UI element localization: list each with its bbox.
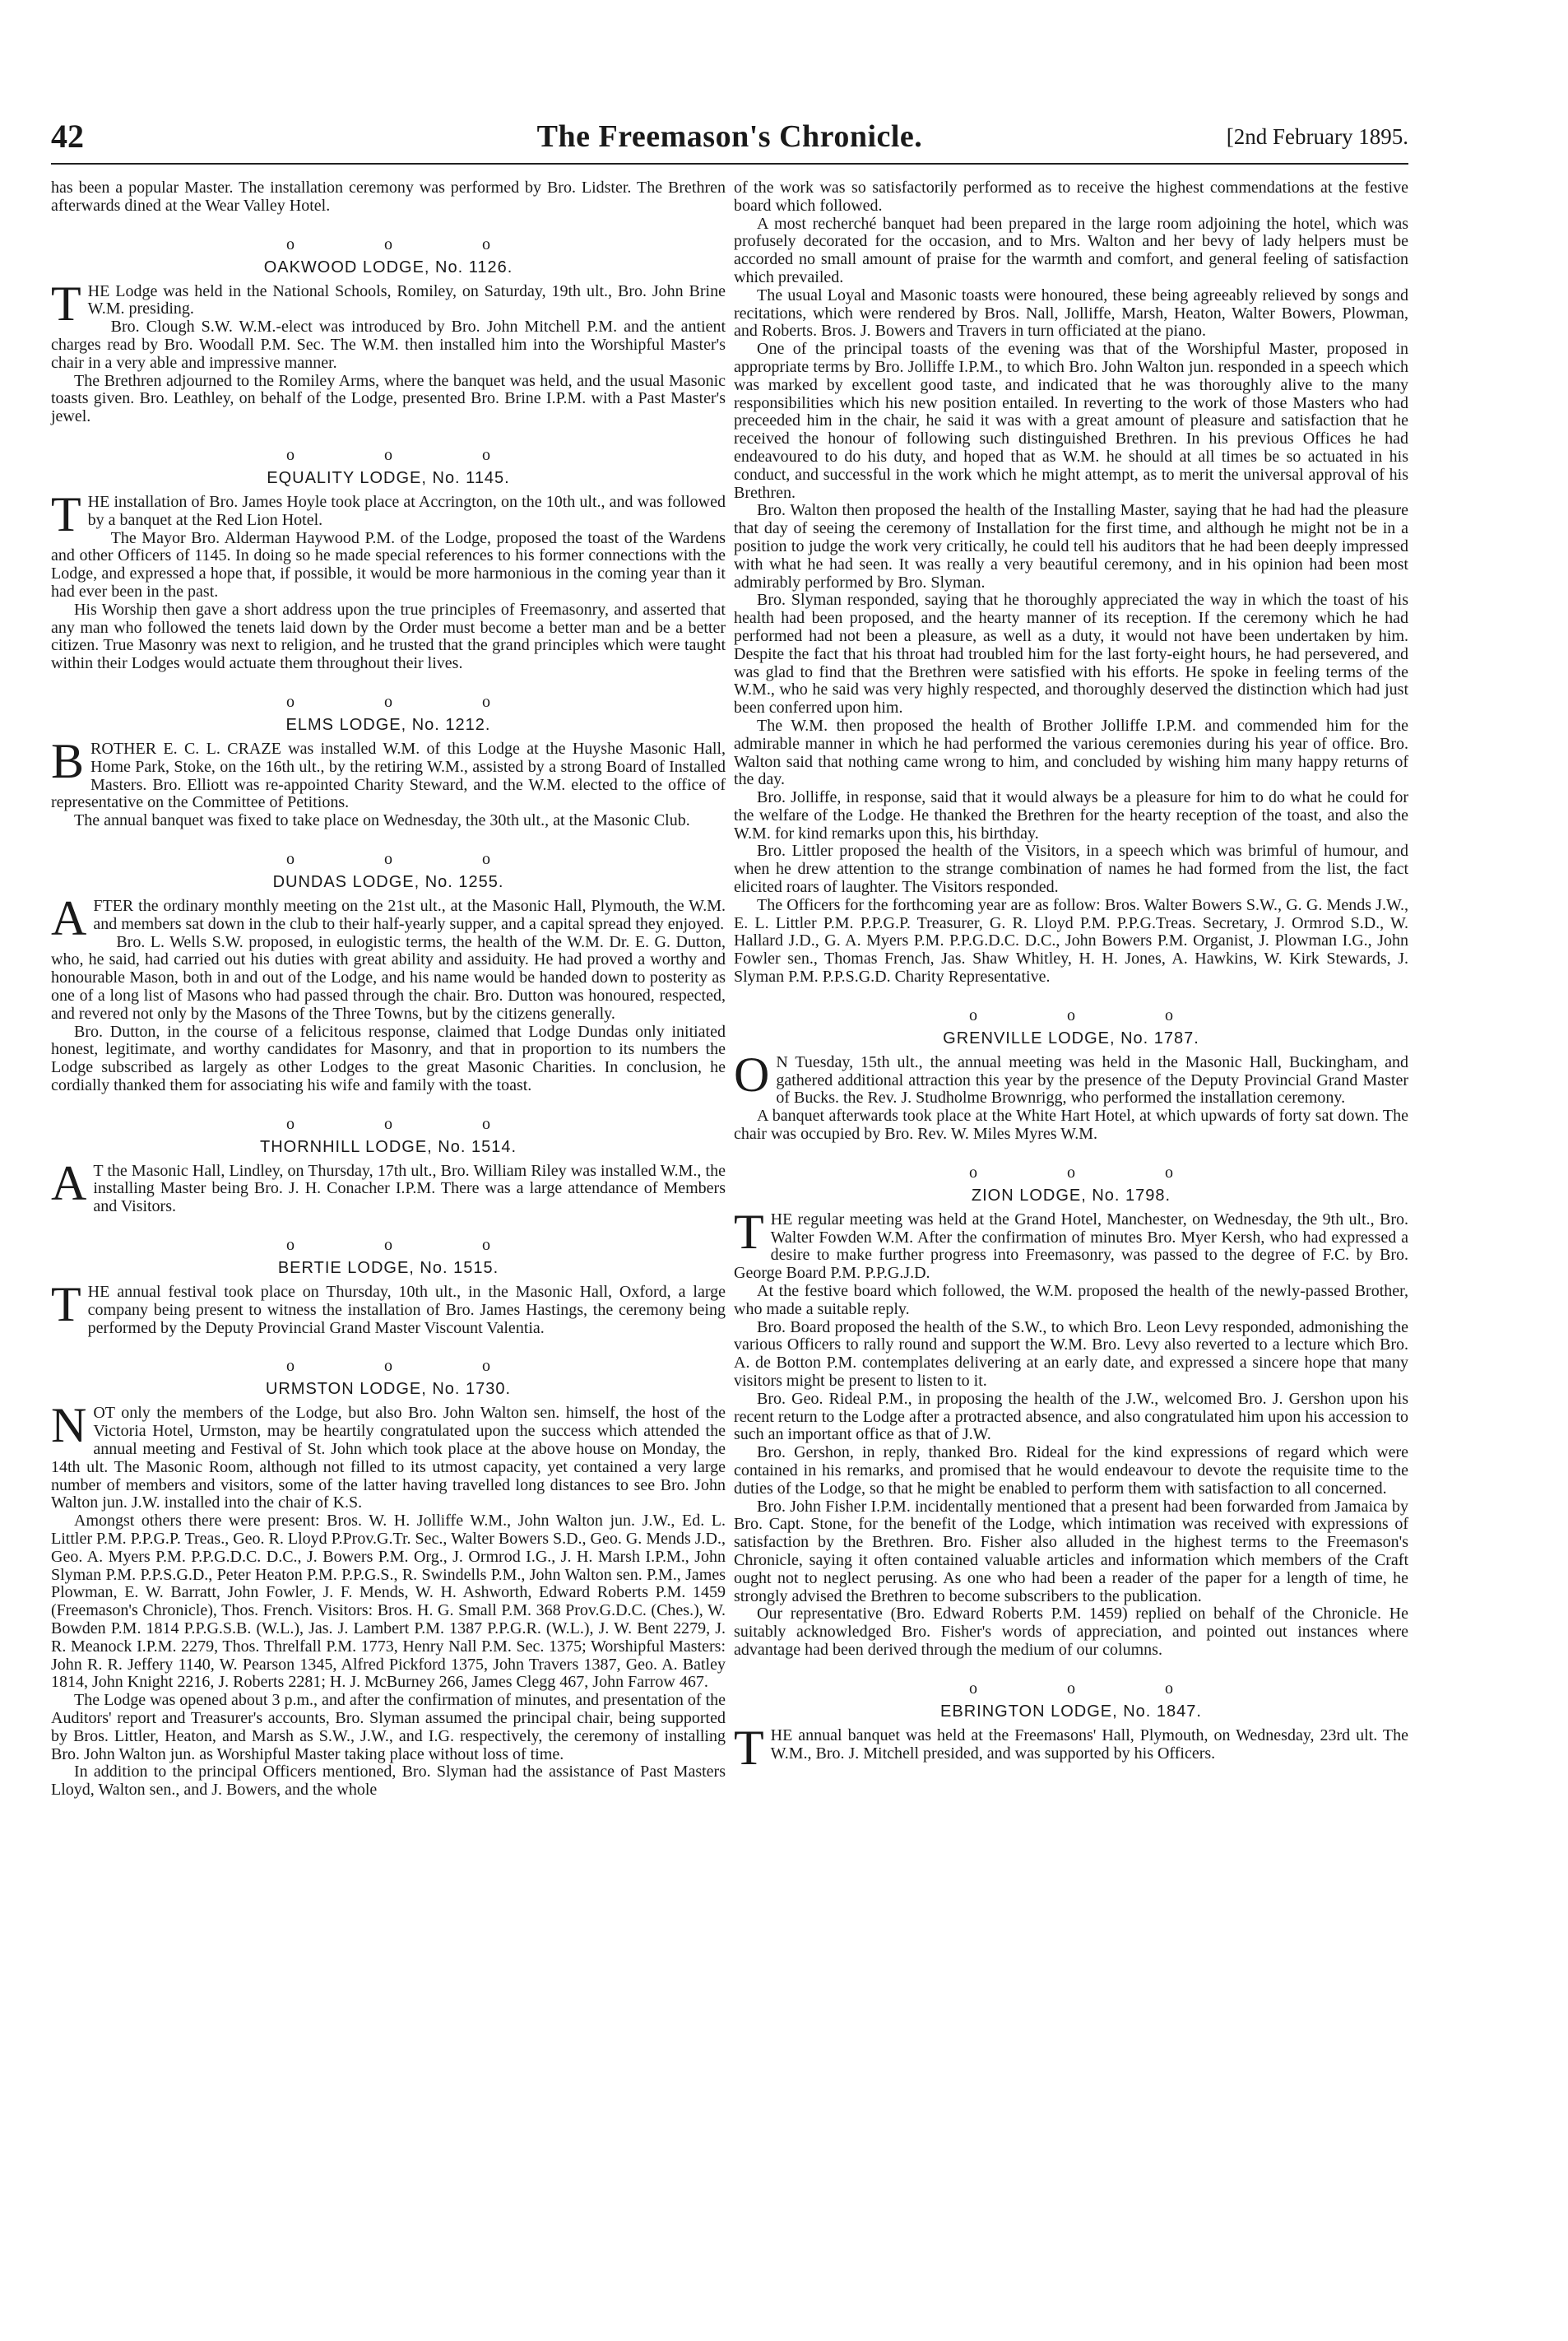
section-ornament: o o o: [286, 849, 533, 868]
article-ebrington-p1: THE annual banquet was held at the Freemasons' Hall, Plymouth, on Wednesday, 23rd ult. The W.M., Bro. J. Mitchell presided, and was supported by his Officers.: [734, 1720, 1408, 1775]
drop-cap: B: [51, 733, 85, 788]
article-urmston-cont-p5: Bro. Walton then proposed the health of the Installing Master, saying that he had had the pleasure that day of seeing the ceremony of Installation for the first time, and although he might not be in a position to judge the work very critically, he could tell his auditors that he had been deeply impressed with what he had seen. It was really a very beautiful ceremony, and in his opinion had been most admirably performed by Bro. Slyman.: [734, 501, 1408, 592]
heading-grenville-lodge: GRENVILLE LODGE, No. 1787.: [943, 1029, 1199, 1047]
article-equality-p2: The Mayor Bro. Alderman Haywood P.M. of the Lodge, proposed the toast of the Wardens and other Officers of 1145. In doing so he made special references to his former connections with the Lodge, and expressed a hope that, if possible, it would be more harmonious in the coming year than it had ever been in the past.: [51, 528, 726, 601]
article-dundas-p2: Bro. L. Wells S.W. proposed, in eulogistic terms, the health of the W.M. Dr. E. G. Dutton, who, he said, had carried out his duties with great ability and assiduity. He had proved a worthy and honourable Mason, both in and out of the Lodge, and his name would be handed down to posterity as one of a long list of Masons who had passed through the chair. Bro. Dutton was honoured, respected, and revered not only by the Masons of the Three Towns, but by the citizens generally.: [51, 932, 726, 1023]
drop-cap: N: [51, 1398, 87, 1453]
heading-oakwood-lodge: OAKWOOD LODGE, No. 1126.: [263, 258, 513, 276]
drop-cap: A: [51, 1155, 87, 1210]
left-column: [51, 179, 726, 1800]
article-urmston-cont-p10: The Officers for the forthcoming year are as follow: Bros. Walter Bowers S.W., G. G. Mends J.W., E. L. Littler P.M. P.P.G.P. Treasurer, G. R. Lloyd P.M. P.P.G.Treas. Secretary, J. Ormrod S.D., W. Hallard J.D., G. A. Myers P.M. P.P.G.D.C. D.C., John Bowers P.M. Organist, J. Plowman I.G., John Fowler sen., Thomas French, Jas. Shaw Whitley, H. H. Jones, A. Hawkins, W. Kirk Stewards, J. Slyman P.M. P.P.S.G.D. Charity Representative.: [734, 895, 1408, 987]
article-grenville-p1: O N Tuesday, 15th ult., the annual meeting was held in the Masonic Hall, Buckingham, and gathered additional attraction this year by the presence of the Deputy Provincial Grand Master of Bucks. the Rev. J. Studholme Brownrigg, who performed the installation ceremony.: [734, 1047, 1408, 1108]
masthead: [51, 115, 1408, 158]
article-urmston-cont-p2: A most recherché banquet had been prepared in the large room adjoining the hotel, which was profusely decorated for the occasion, and to Mrs. Walton and her bevy of lady helpers must be accorded no small amount of praise for the warmth and comfort, and general feeling of satisfaction which prevailed.: [734, 214, 1408, 286]
issue-date: [2nd February 1895.: [1226, 124, 1408, 149]
heading-ebrington-lodge: EBRINGTON LODGE, No. 1847.: [940, 1702, 1202, 1721]
header-rule: [51, 163, 1408, 165]
section-ornament: o o o: [286, 692, 533, 711]
article-urmston-cont-p8: Bro. Jolliffe, in response, said that it would always be a pleasure for him to do what he could for the welfare of the Lodge. He thanked the Brethren for the hearty reception of the toast, and also the W.M. for kind remarks upon this, his birthday.: [734, 788, 1408, 843]
heading-thornhill-lodge: THORNHILL LODGE, No. 1514.: [259, 1137, 517, 1156]
article-zion-p4: Bro. Geo. Rideal P.M., in proposing the health of the J.W., welcomed Bro. J. Gershon upon his recent return to the Lodge after a protracted absence, and also congratulated him upon his accession to such an important office as that of J.W.: [734, 1389, 1408, 1444]
section-ornament: o o o: [969, 1163, 1216, 1182]
article-elms-p2: The annual banquet was fixed to take place on Wednesday, the 30th ult., at the Masonic Club.: [74, 811, 690, 830]
article-equality-p1: THE installation of Bro. James Hoyle took place at Accrington, on the 10th ult., and was followed by a banquet at the Red Lion Hotel.: [51, 486, 726, 541]
drop-cap: A: [51, 890, 87, 945]
heading-bertie-lodge: BERTIE LODGE, No. 1515.: [277, 1259, 499, 1278]
article-equality-p3: His Worship then gave a short address upon the true principles of Freemasonry, and asserted that any man who followed the tenets laid down by the Order must become a better man and be a better citizen. True Masonry was next to religion, and he trusted that the grand principles which were taught within their Lodges would actuate them throughout their lives.: [51, 600, 726, 673]
intro-paragraph: has been a popular Master. The installation ceremony was performed by Bro. Lidster. The Brethren afterwards dined at the Wear Valley Hotel.: [51, 179, 726, 215]
article-urmston-cont-p4: One of the principal toasts of the evening was that of the Worshipful Master, proposed in appropriate terms by Bro. Jolliffe I.P.M., to which Bro. John Walton jun. responded in a speech which was marked by excellent good taste, and indicated that he was thoroughly alive to the many responsibilities which his new position entailed. In reverting to the work of those Masters who had preceeded him in the chair, he said it was with a great amount of pleasure and satisfaction that he received the honour of following such distinguished Brethren. In his previous Offices he had endeavoured to do his duty, and hoped that as W.M. he should at all times be so actuated in his conduct, and successful in the work which he might attempt, as to merit the universal approval of his Brethren.: [734, 340, 1408, 502]
drop-cap: O: [734, 1047, 770, 1102]
article-urmston-p4: In addition to the principal Officers mentioned, Bro. Slyman had the assistance of Past Masters Lloyd, Walton sen., and J. Bowers, and the whole: [51, 1763, 726, 1800]
article-oakwood-p3: The Brethren adjourned to the Romiley Arms, where the banquet was held, and the usual Masonic toasts given. Bro. Leathley, on behalf of the Lodge, presented Bro. Brine I.P.M. with a Past Master's jewel.: [51, 371, 726, 426]
article-zion-p1: THE regular meeting was held at the Grand Hotel, Manchester, on Wednesday, the 9th ult., Bro. Walter Fowden W.M. After the confirmation of minutes Bro. Myer Kersh, who had expressed a desire to make further progress into Freemasonry, was passed to the degree of F.C. by Bro. George Board P.M. P.P.G.J.D.: [734, 1204, 1408, 1283]
article-zion-p3: Bro. Board proposed the health of the S.W., to which Bro. Leon Levy responded, admonishing the various Officers to rally round and support the W.M. Bro. Levy also reverted to a lecture which Bro. A. de Botton P.M. contemplates delivering at an early date, and expressed a sincere hope that many visitors might be present to listen to it.: [734, 1317, 1408, 1391]
article-zion-p7: Our representative (Bro. Edward Roberts P.M. 1459) replied on behalf of the Chronicle. He suitably acknowledged Bro. Fisher's words of appreciation, and pointed out instances where advantage had been derived through the medium of our columns.: [734, 1605, 1408, 1659]
article-urmston-p1: NOT only the members of the Lodge, but also Bro. John Walton sen. himself, the host of the Victoria Hotel, Urmston, may be heartily congratulated upon the success which attended the annual meeting and Festival of St. John which took place at the above house on Monday, the 14th ult. The Masonic Room, although not filled to its utmost capacity, yet contained a very large number of members and visitors, some of the latter having travelled long distances to see Bro. John Walton jun. J.W. installed into the chair of K.S.: [51, 1398, 726, 1512]
section-ornament: o o o: [286, 235, 533, 253]
drop-cap: T: [51, 1277, 81, 1332]
article-urmston-cont-p3: The usual Loyal and Masonic toasts were honoured, these being agreeably relieved by songs and recitations, which were rendered by Bros. Nall, Jolliffe, Marsh, Heaton, Walter Bowers, Plowman, and Roberts. Bros. J. Bowers and Travers in turn officiated at the piano.: [734, 286, 1408, 341]
article-grenville-p2: A banquet afterwards took place at the White Hart Hotel, at which upwards of forty sat down. The chair was occupied by Bro. Rev. W. Miles Myres W.M.: [734, 1107, 1408, 1144]
heading-dundas-lodge: DUNDAS LODGE, No. 1255.: [272, 872, 504, 891]
article-urmston-cont-p6: Bro. Slyman responded, saying that he thoroughly appreciated the way in which the toast of his health had been proposed, and the hearty manner of its reception. If the ceremony which he had performed had not been a pleasure, as well as a duty, it would not have been undertaken by him. Despite the fact that his throat had troubled him for the last forty-eight hours, he had persevered, and was glad to find that the Brethren were satisfied with his efforts. He spoke in feeling terms of the W.M., who he said was very highly respected, and thoroughly deserved the distinction which had just been conferred upon him.: [734, 591, 1408, 718]
heading-zion-lodge: ZION LODGE, No. 1798.: [971, 1186, 1171, 1205]
article-elms-p1: BROTHER E. C. L. CRAZE was installed W.M. of this Lodge at the Huyshe Masonic Hall, Home Park, Stoke, on the 16th ult., by the retiring W.M., assisted by a strong Board of Installed Masters. Bro. Elliott was re-appointed Charity Steward, and the W.M. elected to the office of representative on the Committee of Petitions.: [51, 733, 726, 812]
article-urmston-cont-p7: The W.M. then proposed the health of Brother Jolliffe I.P.M. and commended him for the admirable manner in which he had performed the various ceremonies during his year of office. Bro. Walton said that nothing came wrong to him, and concluded by wishing him many happy returns of the day.: [734, 716, 1408, 789]
section-ornament: o o o: [286, 1114, 533, 1133]
article-urmston-p2: Amongst others there were present: Bros. W. H. Jolliffe W.M., John Walton jun. J.W., Ed. L. Littler P.M. P.P.G.P. Treas., Geo. R. Lloyd P.Prov.G.Tr. Sec., Walter Bowers S.D., Geo. G. Mends J.D., Geo. A. Myers P.M. P.P.G.D.C. D.C., J. Bowers P.M. Org., J. Ormrod I.G., J. H. Marsh I.P.M., John Slyman P.M. P.P.S.G.D., Peter Heaton P.M. P.P.G.S., R. Swindells P.M., John Walton sen. P.M., James Plowman, E. W. Barratt, John Fowler, J. F. Mends, W. H. Ashworth, Edward Roberts P.M. 1459 (Freemason's Chronicle), Thos. French. Visitors: Bros. H. G. Small P.M. 368 Prov.G.D.C. (Ches.), W. Bowden P.M. 1814 P.P.G.S.B. (W.L.), Jas. J. Lambert P.M. 1387 P.P.G.R. (W.L.), J. W. Bent 2279, J. R. Meanock I.P.M. 2279, Thos. Threlfall P.M. 1773, Henry Nall P.M. Sec. 1375; Worshipful Masters: John R. R. Jeffery 1140, W. Pearson 1345, Alfred Pickford 1375, John Travers 1387, Geo. A. Batley 1814, John Knight 2216, J. Roberts 2281; H. J. McBurney 266, James Clegg 467, John Farrow 467.: [51, 1512, 726, 1692]
section-ornament: o o o: [286, 445, 533, 464]
section-ornament: o o o: [286, 1357, 533, 1376]
article-zion-p5: Bro. Gershon, in reply, thanked Bro. Rideal for the kind expressions of regard which were contained in his remarks, and promised that he would endeavour to devote the requisite time to the duties of the Lodge, so that he might be enabled to perform them with satisfaction to all concerned.: [734, 1443, 1408, 1498]
section-ornament: o o o: [969, 1006, 1216, 1024]
article-urmston-p3: The Lodge was opened about 3 p.m., and after the confirmation of minutes, and presentation of the Auditors' report and Treasurer's accounts, Bro. Slyman assumed the principal chair, being supported by Bros. Littler, Heaton, and Marsh as S.W., J.W., and I.G. respectively, the ceremony of installing Bro. John Walton jun. as Worshipful Master taking place without loss of time.: [51, 1691, 726, 1763]
article-urmston-cont-p9: Bro. Littler proposed the health of the Visitors, in a speech which was brimful of humour, and when he drew attention to the strange combination of names he had formed from the list, the fact elicited roars of laughter. The Visitors responded.: [734, 842, 1408, 897]
drop-cap: T: [734, 1720, 764, 1775]
article-oakwood-p1: THE Lodge was held in the National Schools, Romiley, on Saturday, 19th ult., Bro. John Brine W.M. presiding.: [51, 276, 726, 331]
journal-title: The Freemason's Chronicle.: [536, 119, 923, 154]
drop-cap: T: [51, 486, 81, 541]
heading-elms-lodge: ELMS LODGE, No. 1212.: [285, 715, 491, 734]
right-column: [734, 179, 1408, 1775]
article-urmston-cont-p1: of the work was so satisfactorily performed as to receive the highest commendations at the festive board which followed.: [734, 179, 1408, 215]
article-zion-p2: At the festive board which followed, the W.M. proposed the health of the newly-passed Brother, who made a suitable reply.: [734, 1282, 1408, 1318]
article-zion-p6: Bro. John Fisher I.P.M. incidentally mentioned that a present had been forwarded from Jamaica by Bro. Capt. Stone, for the benefit of the Lodge, which intimation was received with expressions of satisfaction by the Brethren. Bro. Fisher also alluded in the highest terms to the Freemason's Chronicle, saying it often contained valuable articles and information which members of the Craft ought not to neglect perusing. As one who had been a reader of the paper for a length of time, he strongly advised the Brethren to become subscribers to the publication.: [734, 1497, 1408, 1605]
article-dundas-p3: Bro. Dutton, in the course of a felicitous response, claimed that Lodge Dundas only initiated honest, legitimate, and worthy candidates for Masonry, and that in proportion to its numbers the Lodge subscribed as largely as other Lodges to the great Masonic Charities. In conclusion, he cordially thanked them for associating his wife and family with the toast.: [51, 1022, 726, 1094]
article-oakwood-p2: Bro. Clough S.W. W.M.-elect was introduced by Bro. John Mitchell P.M. and the antient charges read by Bro. Woodall P.M. Sec. The W.M. then installed him into the Worshipful Master's chair in a very able and impressive manner.: [51, 318, 726, 372]
drop-cap: T: [51, 276, 81, 331]
section-ornament: o o o: [286, 1236, 533, 1255]
heading-equality-lodge: EQUALITY LODGE, No. 1145.: [267, 468, 510, 487]
page-number: 42: [51, 118, 84, 155]
heading-urmston-lodge: URMSTON LODGE, No. 1730.: [265, 1380, 512, 1399]
article-thornhill-p1: A T the Masonic Hall, Lindley, on Thursday, 17th ult., Bro. William Riley was installed W.M., the installing Master being Bro. J. H. Conacher I.P.M. There was a large attendance of Members and Visitors.: [51, 1155, 726, 1216]
article-dundas-p1: AFTER the ordinary monthly meeting on the 21st ult., at the Masonic Hall, Plymouth, the W.M. and members sat down in the club to their half-yearly supper, and a capital spread they enjoyed.: [51, 890, 726, 945]
section-ornament: o o o: [969, 1679, 1216, 1698]
drop-cap: T: [734, 1204, 764, 1259]
article-bertie-p1: THE annual festival took place on Thursday, 10th ult., in the Masonic Hall, Oxford, a large company being present to witness the installation of Bro. James Hastings, the ceremony being performed by the Deputy Provincial Grand Master Viscount Valentia.: [51, 1277, 726, 1337]
